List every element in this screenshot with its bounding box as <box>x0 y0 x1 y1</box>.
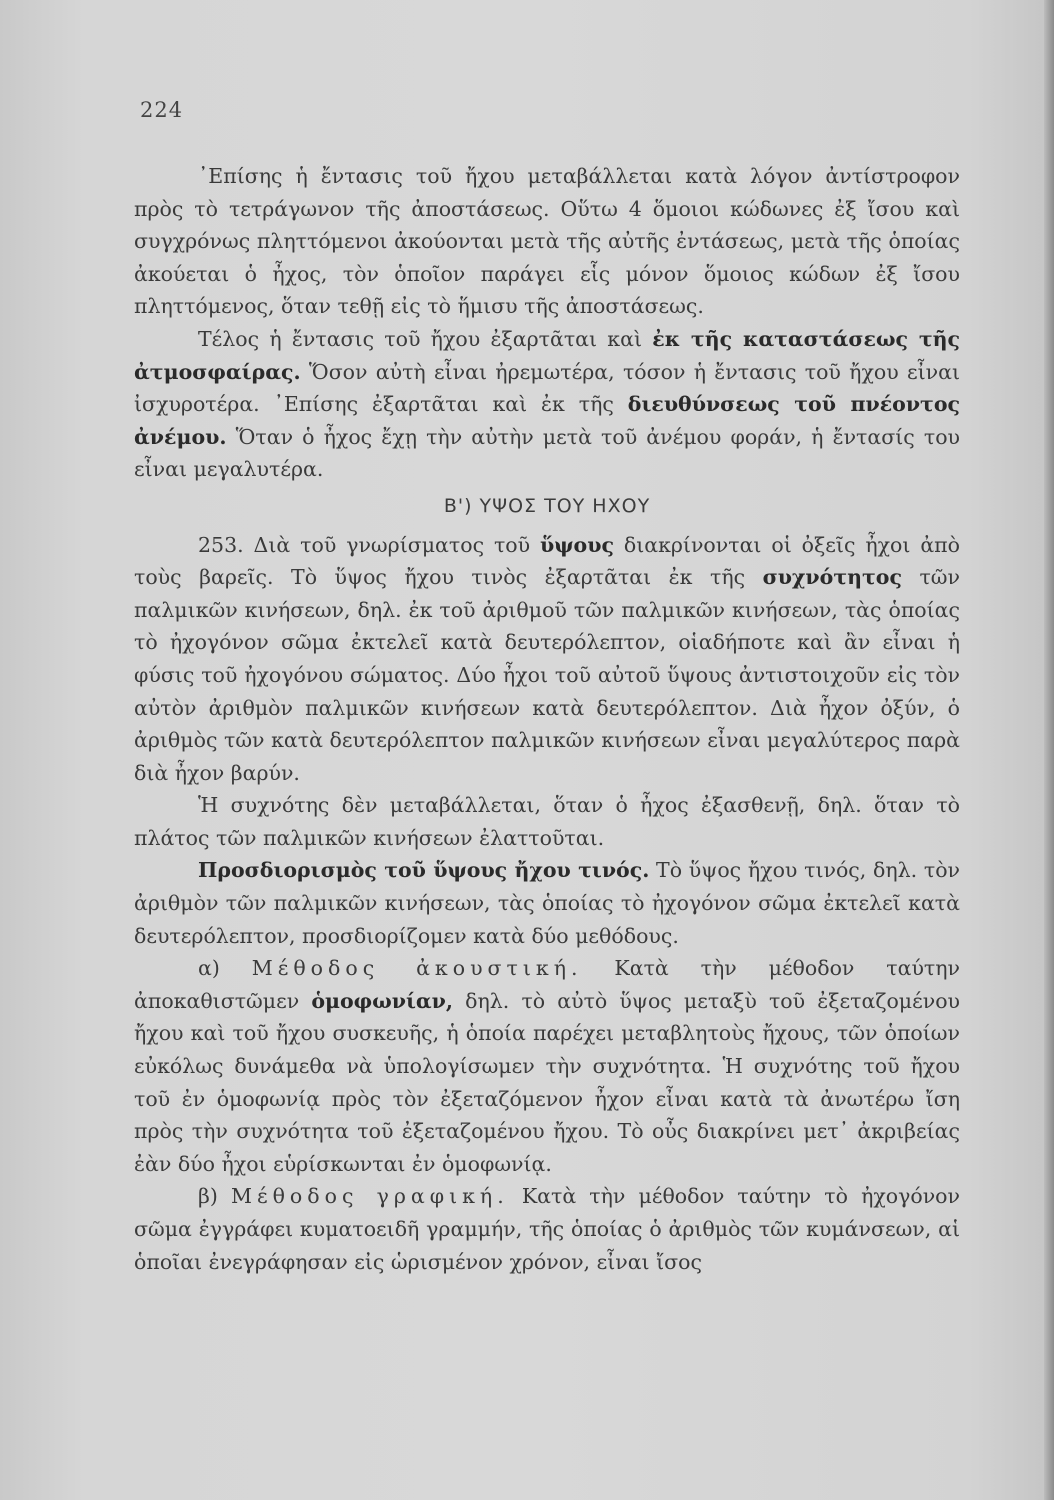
bold-term-pitch: ὕψους <box>540 532 614 557</box>
paragraph-text: Ὅσον αὐτὴ εἶναι ἠρεμωτέρα, τόσον ἡ ἔντασις τοῦ ἤχου εἶναι ἰσχυροτέρα. ᾽Επίσης ἐξαρτᾶται καὶ ἐκ τῆς <box>134 359 960 417</box>
bold-term-atmosphere: ἐκ τῆς καταστάσεως τῆς ἀτμοσφαίρας. <box>134 326 960 384</box>
paragraph-text: Κατὰ τὴν μέθοδον ταύτην τὸ ἠχογόνον σῶμα ἐγγράφει κυματοειδῆ γραμμήν, τῆς ὁποίας ὁ ἀριθμὸς τῶν κυμάνσεων, αἱ ὁποῖαι ἐνεγράφησαν εἰς ὡρισμένον χρόνον, εἶναι ἴσος <box>134 1184 960 1274</box>
paragraph-text: Τέλος ἡ ἔντασις τοῦ ἤχου ἐξαρτᾶται καὶ <box>198 326 653 351</box>
paragraph-text: Ἡ συχνότης δὲν μεταβάλλεται, ὅταν ὁ ἦχος ἐξασθενῇ, δηλ. ὅταν τὸ πλάτος τῶν παλμικῶν κινήσεων ἐλαττοῦται. <box>134 793 960 850</box>
bold-term-unison: ὁμοφωνίαν, <box>311 988 454 1013</box>
paragraph-text: Τὸ ὕψος ἤχου τινός, δηλ. τὸν ἀριθμὸν τῶν παλμικῶν κινήσεων, τὰς ὁποίας τὸ ἠχογόνον σῶμα ἐκτελεῖ κατὰ δευτερόλεπτον, προσδιορίζομεν κατὰ δύο μεθόδους. <box>134 858 960 948</box>
method-title-acoustic: Μέθοδος ἀκουστική. <box>251 956 583 981</box>
paragraph-text: 253. Διὰ τοῦ γνωρίσματος τοῦ <box>198 532 541 557</box>
paragraph-frequency-constant <box>134 789 960 854</box>
paragraph-pitch-determination <box>134 854 960 952</box>
bold-term-wind-direction: διευθύνσεως τοῦ πνέοντος ἀνέμου. <box>134 392 961 449</box>
paragraph-text: διακρίνονται οἱ ὀξεῖς ἦχοι ἀπὸ τοὺς βαρεῖς. Τὸ ὕψος ἤχου τινὸς ἐξαρτᾶται ἐκ τῆς <box>134 532 960 590</box>
list-label: β) <box>198 1184 231 1209</box>
paragraph-text: ᾽Επίσης ἡ ἔντασις τοῦ ἤχου μεταβάλλεται κατὰ λόγον ἀντίστροφον πρὸς τὸ τετράγωνον τῆς ἀποστάσεως. Οὕτω 4 ὅμοιοι κώδωνες ἐξ ἴσου καὶ συγχρόνως πληττόμενοι ἀκούονται μετὰ τῆς αὐτῆς ἐντάσεως, μετὰ τῆς ὁποίας ἀκούεται ὁ ἦχος, τὸν ὁποῖον παράγει εἷς μόνον ὅμοιος κώδων ἐξ ἴσου πληττόμενος, ὅταν τεθῇ εἰς τὸ ἥμισυ τῆς ἀποστάσεως. <box>134 164 960 319</box>
bold-term-frequency: συχνότητος <box>762 565 902 590</box>
body-text <box>134 160 960 1278</box>
paragraph-text: δηλ. τὸ αὐτὸ ὕψος μεταξὺ τοῦ ἐξεταζομένου ἤχου καὶ τοῦ ἤχου συσκευῆς, ἡ ὁποία παρέχει μεταβλητοὺς ἤχους, τῶν ὁποίων εὐκόλως δυνάμεθα νὰ ὑπολογίσωμεν τὴν συχνότητα. Ἡ συχνότης τοῦ ἤχου τοῦ ἐν ὁμοφωνίᾳ πρὸς τὸν ἐξεταζόμενον ἦχον εἶναι κατὰ τὰ ἀνωτέρω ἴση πρὸς τὴν συχνότητα τοῦ ἐξεταζομένου ἤχου. Τὸ οὖς διακρίνει μετ᾽ ἀκριβείας ἐὰν δύο ἦχοι εὑρίσκωνται ἐν ὁμοφωνίᾳ. <box>134 988 960 1176</box>
method-title-graphic: Μέθοδος γραφική. <box>230 1184 509 1209</box>
paragraph-intensity-distance <box>134 160 960 323</box>
list-label: α) <box>198 956 252 981</box>
paragraph-text: τῶν παλμικῶν κινήσεων, δηλ. ἐκ τοῦ ἀριθμοῦ τῶν παλμικῶν κινήσεων, τὰς ὁποίας τὸ ἠχογόνον σῶμα ἐκτελεῖ κατὰ δευτερόλεπτον, οἱαδήποτε καὶ ἂν εἶναι ἡ φύσις τοῦ ἠχογόνου σώματος. Δύο ἦχοι τοῦ αὐτοῦ ὕψους ἀντιστοιχοῦν εἰς τὸν αὐτὸν ἀριθμὸν παλμικῶν κινήσεων κατὰ δευτερόλεπτον. Διὰ ἦχον ὀξύν, ὁ ἀριθμὸς τῶν κατὰ δευτερόλεπτον παλμικῶν κινήσεων εἶναι μεγαλύτερος παρὰ διὰ ἦχον βαρύν. <box>134 565 960 785</box>
page-number: 224 <box>140 98 184 122</box>
paragraph-text: Ὅταν ὁ ἦχος ἔχῃ τὴν αὐτὴν μετὰ τοῦ ἀνέμου φοράν, ἡ ἔντασίς του εἶναι μεγαλυτέρα. <box>134 424 960 482</box>
paragraph-text: Κατὰ τὴν μέθοδον ταύτην ἀποκαθιστῶμεν <box>134 956 961 1013</box>
paragraph-acoustic-method <box>134 952 960 1180</box>
bold-subheading-pitch-determination: Προσδιορισμὸς τοῦ ὕψους ἤχου τινός. <box>198 858 650 883</box>
paragraph-atmosphere <box>134 323 960 486</box>
section-heading: Β') ΥΨΟΣ ΤΟΥ ΗΧΟΥ <box>443 494 651 517</box>
page-edge-shadow <box>1044 0 1054 1500</box>
paragraph-graphic-method <box>134 1180 960 1278</box>
paragraph-253-pitch <box>134 529 960 790</box>
